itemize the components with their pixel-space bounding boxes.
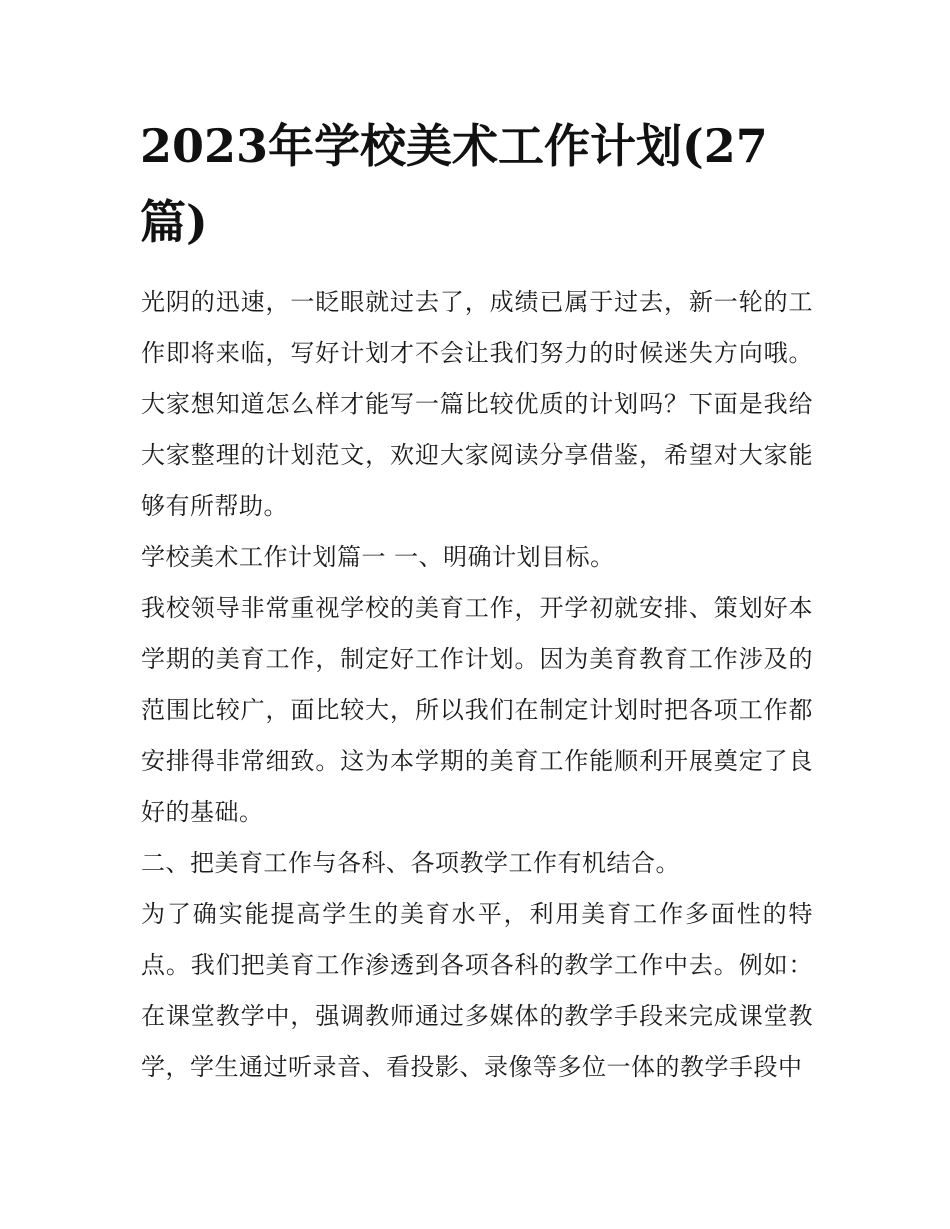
document-body bbox=[141, 277, 813, 1093]
document-title: 2023年学校美术工作计划(27篇) bbox=[140, 119, 768, 249]
paragraph-intro: 光阴的迅速，一眨眼就过去了，成绩已属于过去，新一轮的工作即将来临，写好计划才不会让我们努力的时候迷失方向哦。大家想知道怎么样才能写一篇比较优质的计划吗？下面是我给大家整理的计划范文，欢迎大家阅读分享借鉴，希望对大家能够有所帮助。 bbox=[141, 288, 813, 520]
paragraph-section-1-body: 我校领导非常重视学校的美育工作，开学初就安排、策划好本学期的美育工作，制定好工作计划。因为美育教育工作涉及的范围比较广，面比较大，所以我们在制定计划时把各项工作都安排得非常细致。这为本学期的美育工作能顺利开展奠定了良好的基础。 bbox=[141, 594, 813, 826]
paragraph-section-2-heading: 二、把美育工作与各科、各项教学工作有机结合。 bbox=[141, 849, 680, 877]
paragraph-section-2-body: 为了确实能提高学生的美育水平，利用美育工作多面性的特点。我们把美育工作渗透到各项各科的教学工作中去。例如：在课堂教学中，强调教师通过多媒体的教学手段来完成课堂教学，学生通过听录音、看投影、录像等多位一体的教学手段中 bbox=[141, 900, 813, 1081]
paragraph-section-1-heading: 学校美术工作计划篇一 一、明确计划目标。 bbox=[141, 543, 615, 571]
